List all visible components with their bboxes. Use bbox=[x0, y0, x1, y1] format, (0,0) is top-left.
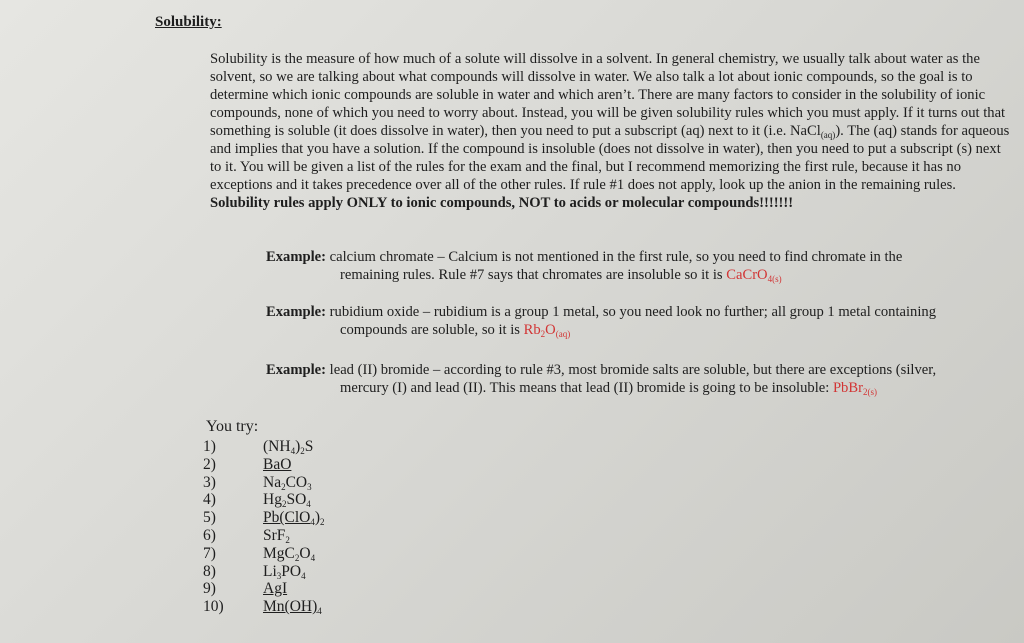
list-item bbox=[203, 545, 325, 563]
item-formula: $Pb(ClO_4)_2$ bbox=[263, 509, 325, 528]
page-title: Solubility: bbox=[155, 14, 222, 30]
list-item bbox=[203, 474, 325, 492]
example-label: Example: bbox=[266, 249, 326, 265]
example-answer: CaCrO$_{4(s)}$ bbox=[726, 267, 782, 284]
item-number: 2) bbox=[203, 455, 216, 473]
you-try-heading: You try: bbox=[206, 418, 259, 435]
item-formula: $Li_3PO_4$ bbox=[263, 562, 306, 581]
item-number: 1) bbox=[203, 438, 216, 455]
item-formula: $(NH_4)_2S$ bbox=[263, 438, 314, 456]
example-label: Example: bbox=[266, 304, 326, 320]
example-text: rubidium oxide – rubidium is a group 1 metal, so you need look no further; all group 1 metal containing bbox=[329, 304, 936, 320]
item-number: 7) bbox=[203, 544, 216, 562]
item-number: 9) bbox=[203, 580, 216, 598]
example-answer: $Rb_2O_{(aq)}$ bbox=[523, 322, 571, 339]
item-formula: $Hg_2SO_4$ bbox=[263, 491, 311, 510]
item-number: 4) bbox=[203, 491, 216, 509]
example-answer: PbBr$_{2(s)}$ bbox=[832, 380, 877, 397]
item-formula: $Mn(OH)_4$ bbox=[263, 598, 322, 617]
item-formula: $MgC_2O_4$ bbox=[263, 544, 316, 563]
example-label: Example: bbox=[266, 362, 326, 378]
list-item bbox=[203, 456, 325, 474]
intro-paragraph bbox=[210, 50, 1010, 212]
list-item bbox=[203, 580, 325, 598]
nacl-subscript: (aq) bbox=[820, 130, 836, 140]
item-number: 5) bbox=[203, 509, 216, 527]
example-text: calcium chromate – Calcium is not mentioned in the first rule, so you need to find chromate in the bbox=[329, 249, 903, 265]
list-item bbox=[203, 509, 325, 527]
list-item bbox=[203, 563, 325, 581]
example-2 bbox=[266, 303, 1011, 339]
item-formula: BaO bbox=[263, 455, 292, 473]
list-item bbox=[203, 491, 325, 509]
intro-text-1: Solubility is the measure of how much of a solute will dissolve in a solvent. In general chemistry, we usually talk about water as the solvent, so we are talking about what compounds will dissolve in water. We also talk a lot about ionic compounds, so the goal is to determine which ionic compounds are soluble in water and which aren’t. There are many factors to consider in the solubility of ionic compounds, none of which you need to worry about. Instead, you will be given solubility rules which you must apply. If it turns out that something is soluble (it does dissolve in water), then you need to put a subscript (aq) next to it (i.e. NaCl bbox=[210, 51, 1006, 139]
example-text: lead (II) bromide – according to rule #3, most bromide salts are soluble, but there are exceptions (silver, bbox=[329, 362, 937, 378]
item-formula: SrF$_2$ bbox=[263, 526, 290, 545]
list-item bbox=[203, 527, 325, 545]
example-continuation: compounds are soluble, so it is $Rb_2O_{(aq)}$ bbox=[340, 322, 571, 339]
item-formula: $Na_2CO_3$ bbox=[263, 473, 312, 492]
list-item bbox=[203, 598, 325, 616]
item-number: 10) bbox=[203, 598, 224, 616]
item-number: 6) bbox=[203, 526, 216, 544]
intro-text-2: ). The (aq) stands for aqueous and implies that you have a solution. If the compound is insoluble (does not dissolve in water), then you need to put a subscript (s) next to it. You will be given a list of the rules for the exam and the final, but I recommend memorizing the first rule, because it has no exceptions and it takes precedence over all of the other rules. If rule #1 does not apply, look up the anion in the remaining rules. bbox=[210, 123, 1010, 193]
example-continuation: mercury (I) and lead (II). This means that lead (II) bromide is going to be insoluble: PbBr$_{2(s)}$ bbox=[340, 380, 877, 397]
item-number: 3) bbox=[203, 473, 216, 491]
example-3 bbox=[266, 361, 1011, 397]
practice-list bbox=[203, 438, 325, 616]
example-1 bbox=[266, 248, 1011, 284]
intro-bold-rule: Solubility rules apply ONLY to ionic compounds, NOT to acids or molecular compounds!!!!!!! bbox=[210, 195, 794, 211]
list-item bbox=[203, 438, 325, 456]
item-formula: AgI bbox=[263, 580, 288, 598]
example-continuation: remaining rules. Rule #7 says that chromates are insoluble so it is CaCrO$_{4(s)}$ bbox=[340, 267, 782, 284]
item-number: 8) bbox=[203, 562, 216, 580]
